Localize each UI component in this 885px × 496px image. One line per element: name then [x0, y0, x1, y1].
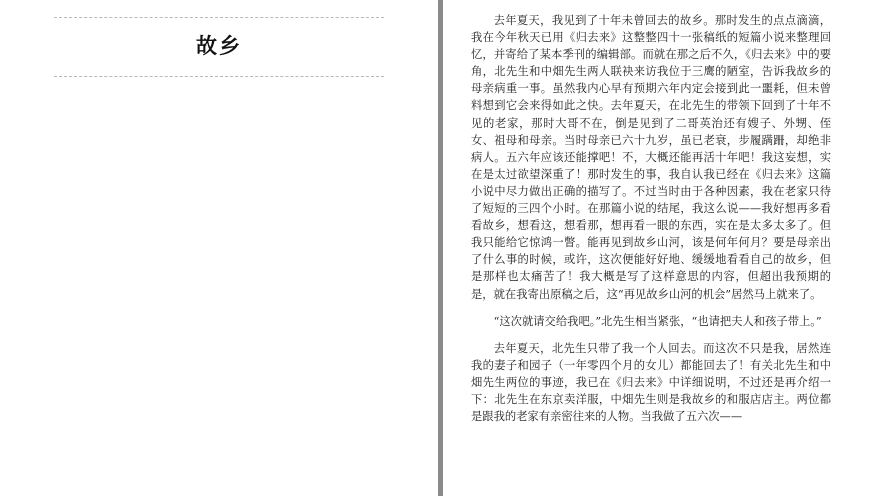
left-page	[0, 0, 438, 496]
right-page	[443, 0, 885, 496]
chapter-title: 故乡	[196, 34, 242, 58]
title-top-dashed-rule	[54, 17, 384, 18]
body-text	[471, 12, 831, 435]
paragraph-2: “这次就请交给我吧。”北先生相当紧张，“也请把夫人和孩子带上。”	[493, 314, 822, 328]
paragraph-1: 去年夏天，我见到了十年未曾回去的故乡。那时发生的点点滴滴，我在今年秋天已用《归去来》这整整四十一张稿纸的短篇小说来整理回忆，并寄给了某本季刊的编辑部。而就在那之后不久，《归去来》中的要角，北先生和中畑先生两人联袂来访我位于三鹰的陋室，告诉我故乡的母亲病重一事。虽然我内心早有预期六年内定会接到此一噩耗，但未曾料想到它会来得如此之快。去年夏天，在北先生的带领下回到了十年不见的老家，那时大哥不在，倒是见到了二哥英治还有嫂子、外甥、侄女、祖母和母亲。当时母亲已六十九岁，虽已老衰，步履蹒跚，却绝非病人。五六年应该还能撑吧！不，大概还能再活十年吧！我这妄想，实在是太过欲望深重了！那时发生的事，我自认我已经在《归去来》这篇小说中尽力做出正确的描写了。不过当时由于各种因素，我在老家只待了短短的三四个小时。在那篇小说的结尾，我这么说——我好想再多看看故乡，想看这，想看那，想再看一眼的东西，实在是太多太多了。但我只能给它惊鸿一瞥。能再见到故乡山河，该是何年何月？要是母亲出了什么事的时候，或许，这次便能好好地、缓缓地看看自己的故乡，但是那样也太痛苦了！我大概是写了这样意思的内容，但超出我预期的是，就在我寄出原稿之后，这“再见故乡山河的机会”居然马上就来了。	[471, 14, 831, 301]
title-bottom-dashed-rule	[54, 76, 384, 77]
paragraph-3: 去年夏天，北先生只带了我一个人回去。而这次不只是我，居然连我的妻子和园子（一年零四个月的女儿）都能回去了！有关北先生和中畑先生两位的事迹，我已在《归去来》中详细说明，不过还是再介绍一下：北先生在东京卖洋服，中畑先生则是我故乡的和服店店主。两位都是跟我的老家有亲密往来的人物。当我做了五六次——	[471, 341, 831, 424]
